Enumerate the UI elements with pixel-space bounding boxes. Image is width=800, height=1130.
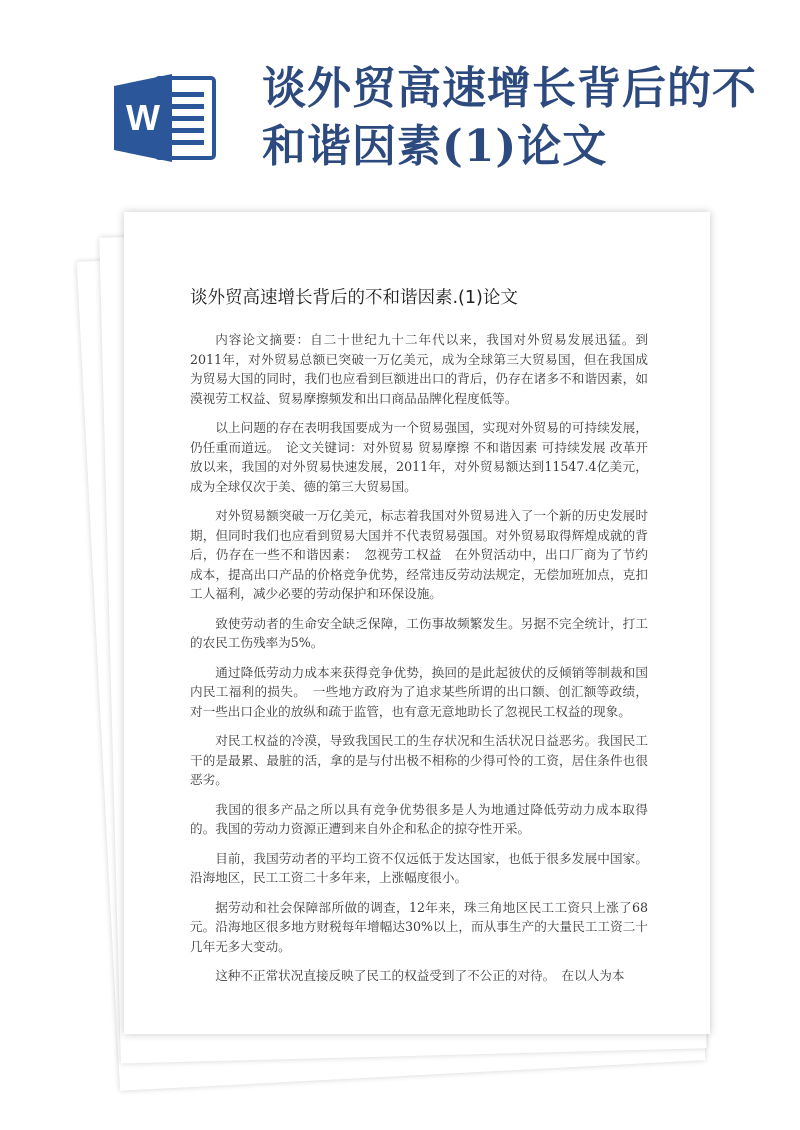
paragraph: 据劳动和社会保障部所做的调查，12年来，珠三角地区民工工资只上涨了68元。沿海地区很多地方财税每年增幅达30%以上，而从事生产的大量民工工资二十几年无多大变动。 (190, 899, 648, 954)
document-page (124, 212, 710, 1034)
document-title: 谈外贸高速增长背后的不和谐因素.(1)论文 (190, 288, 518, 308)
paragraph: 对外贸易额突破一万亿美元，标志着我国对外贸易进入了一个新的历史发展时期，但同时我们也应看到贸易大国并不代表贸易强国。对外贸易取得辉煌成就的背后，仍存在一些不和谐因素： 忽视劳工权益 在外贸活动中，出口厂商为了节约成本，提高出口产品的价格竞争优势，经常违反劳动法规定，无偿加班加点，克扣工人福利，减少必要的劳动保护和环保设施。 (190, 508, 648, 601)
word-logo-letter: W (126, 97, 160, 138)
paragraph: 这种不正常状况直接反映了民工的权益受到了不公正的对待。 在以人为本 (215, 968, 625, 983)
paragraph: 通过降低劳动力成本来获得竞争优势，换回的是此起彼伏的反倾销等制裁和国内民工福利的损失。 一些地方政府为了追求某些所谓的出口额、创汇额等政绩，对一些出口企业的放纵和疏于监管，也有意无意地助长了忽视民工权益的现象。 (190, 664, 648, 719)
header (0, 0, 800, 200)
paragraph: 目前，我国劳动者的平均工资不仅远低于发达国家，也低于很多发展中国家。沿海地区，民工工资二十多年来，上涨幅度很小。 (190, 850, 648, 885)
page-title: 谈外贸高速增长背后的不和谐因素(1)论文 (262, 63, 757, 172)
paragraph: 以上问题的存在表明我国要成为一个贸易强国，实现对外贸易的可持续发展，仍任重而道远。 论文关键词：对外贸易 贸易摩擦 不和谐因素 可持续发展 改革开放以来，我国的对外贸易快速发展，2011年，对外贸易额达到11547.4亿美元，成为全球仅次于美、德的第三大贸易国。 (190, 420, 648, 494)
document-body (190, 330, 648, 996)
paragraph: 我国的很多产品之所以具有竞争优势很多是人为地通过降低劳动力成本取得的。我国的劳动力资源正遭到来自外企和私企的掠夺性开采。 (190, 801, 648, 836)
paragraph: 致使劳动者的生命安全缺乏保障，工伤事故频繁发生。另据不完全统计，打工的农民工伤残率为5%。 (190, 615, 648, 650)
paragraph: 对民工权益的冷漠，导致我国民工的生存状况和生活状况日益恶劣。我国民工干的是最累、最脏的活，拿的是与付出极不相称的少得可怜的工资，居住条件也很恶劣。 (190, 733, 648, 787)
paragraph: 内容论文摘要：自二十世纪九十二年代以来，我国对外贸易发展迅猛。到2011年，对外贸易总额已突破一万亿美元，成为全球第三大贸易国，但在我国成为贸易大国的同时，我们也应看到巨额进出口的背后，仍存在诸多不和谐因素，如漠视劳工权益、贸易摩擦频发和出口商品品牌化程度低等。 (190, 332, 648, 406)
word-document-icon (112, 72, 222, 164)
